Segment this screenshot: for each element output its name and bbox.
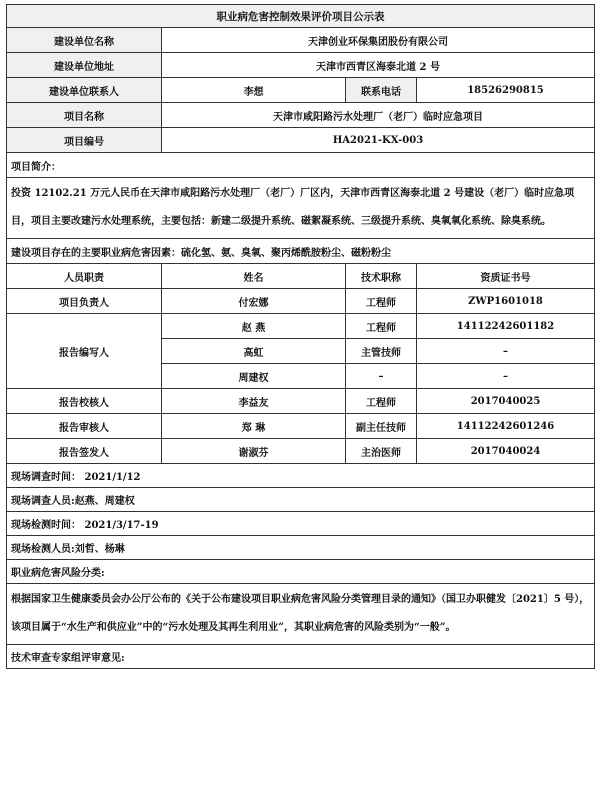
writer-role: 报告编写人 [7, 314, 162, 389]
phone-value: 18526290815 [417, 78, 595, 103]
writer-title: – [346, 364, 417, 389]
checker-name: 李益友 [162, 389, 346, 414]
leader-role: 项目负责人 [7, 289, 162, 314]
risk-text: 根据国家卫生健康委员会办公厅公布的《关于公布建设项目职业病危害风险分类管理目录的通知》（国卫办职健发〔2021〕5 号），该项目属于“水生产和供应业”中的“污水处理及其再生利用业”，其职业病危害的风险类别为“一般”。 [7, 584, 595, 645]
issuer-name: 谢淑芬 [162, 439, 346, 464]
survey-staff: 现场调查人员:赵燕、周建权 [7, 488, 595, 512]
writer-title: 工程师 [346, 314, 417, 339]
disclosure-form [6, 4, 594, 669]
project-name-label: 项目名称 [7, 103, 162, 128]
leader-name: 付宏娜 [162, 289, 346, 314]
intro-text: 投资 12102.21 万元人民币在天津市咸阳路污水处理厂（老厂）厂区内，天津市西青区海泰北道 2 号建设（老厂）临时应急项目，项目主要改建污水处理系统，主要包括：新建二级提升系统、磁絮凝系统、三级提升系统、臭氧氧化系统、除臭系统。 [7, 178, 595, 239]
staff-header-title: 技术职称 [346, 264, 417, 289]
project-no-label: 项目编号 [7, 128, 162, 153]
reviewer-name: 郑 琳 [162, 414, 346, 439]
unit-address-label: 建设单位地址 [7, 53, 162, 78]
writer-name: 高虹 [162, 339, 346, 364]
writer-cert: – [417, 339, 595, 364]
writer-name: 周建权 [162, 364, 346, 389]
reviewer-title: 副主任技师 [346, 414, 417, 439]
form-title: 职业病危害控制效果评价项目公示表 [7, 5, 595, 28]
leader-title: 工程师 [346, 289, 417, 314]
unit-name-label: 建设单位名称 [7, 28, 162, 53]
writer-title: 主管技师 [346, 339, 417, 364]
disclosure-table [6, 4, 595, 669]
test-staff: 现场检测人员:刘哲、杨琳 [7, 536, 595, 560]
expert-label: 技术审查专家组评审意见: [7, 645, 595, 669]
issuer-title: 主治医师 [346, 439, 417, 464]
hazards-text: 建设项目存在的主要职业病危害因素：硫化氢、氨、臭氧、聚丙烯酰胺粉尘、磁粉粉尘 [7, 239, 595, 264]
issuer-cert: 2017040024 [417, 439, 595, 464]
contact-label: 建设单位联系人 [7, 78, 162, 103]
reviewer-role: 报告审核人 [7, 414, 162, 439]
staff-header-name: 姓名 [162, 264, 346, 289]
staff-header-cert: 资质证书号 [417, 264, 595, 289]
writer-cert: 14112242601182 [417, 314, 595, 339]
leader-cert: ZWP1601018 [417, 289, 595, 314]
reviewer-cert: 14112242601246 [417, 414, 595, 439]
test-time: 现场检测时间： 2021/3/17-19 [7, 512, 595, 536]
project-no-value: HA2021-KX-003 [162, 128, 595, 153]
writer-cert: – [417, 364, 595, 389]
unit-address-value: 天津市西青区海泰北道 2 号 [162, 53, 595, 78]
writer-name: 赵 燕 [162, 314, 346, 339]
contact-value: 李想 [162, 78, 346, 103]
checker-title: 工程师 [346, 389, 417, 414]
staff-header-role: 人员职责 [7, 264, 162, 289]
risk-label: 职业病危害风险分类: [7, 560, 595, 584]
checker-cert: 2017040025 [417, 389, 595, 414]
phone-label: 联系电话 [346, 78, 417, 103]
checker-role: 报告校核人 [7, 389, 162, 414]
intro-label: 项目简介： [7, 153, 595, 178]
unit-name-value: 天津创业环保集团股份有限公司 [162, 28, 595, 53]
project-name-value: 天津市咸阳路污水处理厂（老厂）临时应急项目 [162, 103, 595, 128]
issuer-role: 报告签发人 [7, 439, 162, 464]
survey-time: 现场调查时间： 2021/1/12 [7, 464, 595, 488]
